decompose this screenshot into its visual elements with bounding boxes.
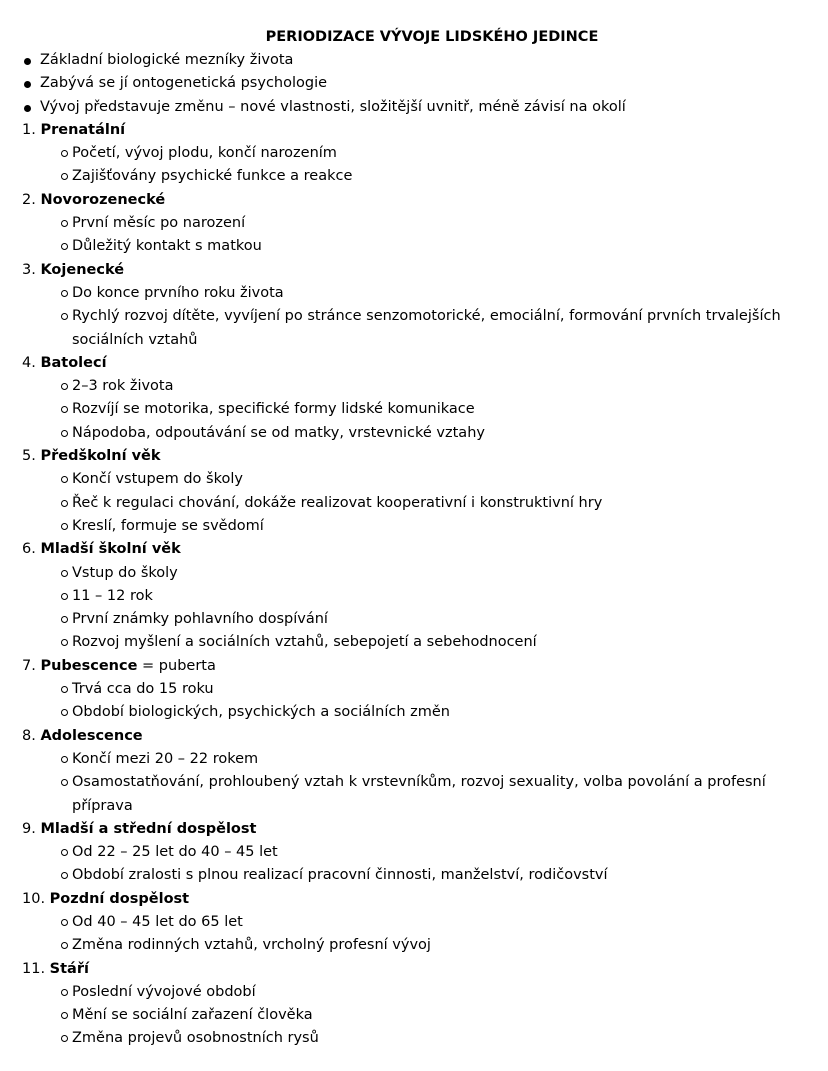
sub-item-list bbox=[22, 282, 812, 352]
circle-bullet-icon bbox=[61, 989, 68, 996]
section bbox=[22, 888, 812, 958]
circle-bullet-icon bbox=[61, 313, 68, 320]
sub-item-list bbox=[22, 562, 812, 655]
sub-item-text: Kreslí, formuje se svědomí bbox=[72, 517, 264, 534]
sub-item-list bbox=[22, 468, 812, 538]
intro-bullet bbox=[22, 49, 812, 72]
sub-item bbox=[22, 422, 812, 445]
circle-bullet-icon bbox=[61, 872, 68, 879]
circle-bullet-icon bbox=[61, 570, 68, 577]
section-title: Kojenecké bbox=[40, 261, 125, 278]
sub-item-text: Rozvíjí se motorika, specifické formy lidské komunikace bbox=[72, 401, 475, 418]
section-number: 5. bbox=[22, 448, 36, 465]
section bbox=[22, 119, 812, 189]
section-title: Novorozenecké bbox=[40, 191, 166, 208]
section-title: Adolescence bbox=[40, 727, 143, 744]
sub-item-text: Trvá cca do 15 roku bbox=[72, 681, 214, 698]
circle-bullet-icon bbox=[61, 756, 68, 763]
sub-item-text: Rychlý rozvoj dítěte, vyvíjení po stránce senzomotorické, emociální, formování prvních trvalejších sociálních vztahů bbox=[72, 308, 781, 348]
sub-item bbox=[22, 771, 812, 818]
sub-item bbox=[22, 235, 812, 258]
sub-item-text: Končí vstupem do školy bbox=[72, 471, 243, 488]
circle-bullet-icon bbox=[61, 616, 68, 623]
circle-bullet-icon bbox=[61, 1012, 68, 1019]
section bbox=[22, 352, 812, 445]
section bbox=[22, 538, 812, 654]
section-number: 3. bbox=[22, 261, 36, 278]
sub-item bbox=[22, 375, 812, 398]
section-heading bbox=[22, 655, 812, 678]
section-number: 11. bbox=[22, 960, 46, 977]
document bbox=[22, 26, 812, 1051]
section bbox=[22, 725, 812, 818]
section-heading bbox=[22, 538, 812, 561]
sub-item-list bbox=[22, 748, 812, 818]
section-title: Pozdní dospělost bbox=[49, 890, 190, 907]
section-number: 9. bbox=[22, 820, 36, 837]
sub-item-text: Období zralosti s plnou realizací pracovní činnosti, manželství, rodičovství bbox=[72, 867, 608, 884]
section-heading bbox=[22, 445, 812, 468]
section-heading bbox=[22, 259, 812, 282]
sub-item bbox=[22, 841, 812, 864]
sub-item-text: Změna projevů osobnostních rysů bbox=[72, 1030, 319, 1047]
sub-item-text: Od 40 – 45 let do 65 let bbox=[72, 913, 243, 930]
intro-bullet bbox=[22, 72, 812, 95]
circle-bullet-icon bbox=[61, 173, 68, 180]
sub-item-text: Důležitý kontakt s matkou bbox=[72, 238, 262, 255]
sub-item-list bbox=[22, 981, 812, 1051]
circle-bullet-icon bbox=[61, 150, 68, 157]
section-heading bbox=[22, 352, 812, 375]
bullet-icon bbox=[24, 105, 31, 112]
intro-bullet-list bbox=[22, 49, 812, 119]
circle-bullet-icon bbox=[61, 500, 68, 507]
section bbox=[22, 655, 812, 725]
sub-item bbox=[22, 468, 812, 491]
intro-bullet-text: Zabývá se jí ontogenetická psychologie bbox=[40, 75, 328, 92]
sub-item bbox=[22, 678, 812, 701]
section bbox=[22, 189, 812, 259]
sub-item-text: První známky pohlavního dospívání bbox=[72, 611, 328, 628]
circle-bullet-icon bbox=[61, 1035, 68, 1042]
sub-item-list bbox=[22, 212, 812, 259]
sub-item-text: Mění se sociální zařazení člověka bbox=[72, 1007, 313, 1024]
sub-item-text: Rozvoj myšlení a sociálních vztahů, sebepojetí a sebehodnocení bbox=[72, 634, 537, 651]
sub-item bbox=[22, 142, 812, 165]
sub-item bbox=[22, 631, 812, 654]
sub-item-list bbox=[22, 911, 812, 958]
section-number: 7. bbox=[22, 657, 36, 674]
section-title: Stáří bbox=[49, 960, 89, 977]
sub-item-list bbox=[22, 375, 812, 445]
circle-bullet-icon bbox=[61, 406, 68, 413]
sub-item-text: Osamostatňování, prohloubený vztah k vrstevníkům, rozvoj sexuality, volba povolání a profesní příprava bbox=[72, 774, 766, 814]
sub-item-list bbox=[22, 678, 812, 725]
circle-bullet-icon bbox=[61, 709, 68, 716]
section-heading bbox=[22, 725, 812, 748]
sub-item bbox=[22, 981, 812, 1004]
sub-item-text: Období biologických, psychických a sociálních změn bbox=[72, 704, 450, 721]
circle-bullet-icon bbox=[61, 430, 68, 437]
sub-item-text: Řeč k regulaci chování, dokáže realizovat kooperativní i konstruktivní hry bbox=[72, 494, 603, 511]
bullet-icon bbox=[24, 58, 31, 65]
section-number: 10. bbox=[22, 890, 46, 907]
circle-bullet-icon bbox=[61, 849, 68, 856]
circle-bullet-icon bbox=[61, 593, 68, 600]
section bbox=[22, 259, 812, 352]
sub-item-text: Početí, vývoj plodu, končí narozením bbox=[72, 145, 337, 162]
section-title: Předškolní věk bbox=[40, 448, 161, 465]
circle-bullet-icon bbox=[61, 476, 68, 483]
intro-bullet-text: Základní biologické mezníky života bbox=[40, 52, 294, 68]
sub-item-text: Poslední vývojové období bbox=[72, 983, 256, 1000]
sub-item bbox=[22, 398, 812, 421]
sub-item bbox=[22, 748, 812, 771]
sub-item-text: Vstup do školy bbox=[72, 564, 178, 581]
section-heading bbox=[22, 119, 812, 142]
sub-item-text: Nápodoba, odpoutávání se od matky, vrstevnické vztahy bbox=[72, 424, 485, 441]
section-title-suffix: = puberta bbox=[137, 657, 216, 674]
section-heading bbox=[22, 958, 812, 981]
section bbox=[22, 958, 812, 1051]
section-number: 2. bbox=[22, 191, 36, 208]
circle-bullet-icon bbox=[61, 220, 68, 227]
sub-item-text: Zajišťovány psychické funkce a reakce bbox=[72, 168, 353, 185]
circle-bullet-icon bbox=[61, 942, 68, 949]
section-title: Prenatální bbox=[40, 121, 126, 138]
section-number: 6. bbox=[22, 541, 36, 558]
sub-item bbox=[22, 492, 812, 515]
section-heading bbox=[22, 189, 812, 212]
sub-item-text: 11 – 12 rok bbox=[72, 587, 153, 604]
circle-bullet-icon bbox=[61, 383, 68, 390]
circle-bullet-icon bbox=[61, 243, 68, 250]
sub-item bbox=[22, 515, 812, 538]
section-title: Mladší a střední dospělost bbox=[40, 820, 257, 837]
sub-item bbox=[22, 282, 812, 305]
section-number: 1. bbox=[22, 121, 36, 138]
section-title: Mladší školní věk bbox=[40, 541, 181, 558]
section bbox=[22, 445, 812, 538]
sub-item bbox=[22, 864, 812, 887]
circle-bullet-icon bbox=[61, 686, 68, 693]
section-number: 4. bbox=[22, 354, 36, 371]
circle-bullet-icon bbox=[61, 639, 68, 646]
sub-item bbox=[22, 165, 812, 188]
circle-bullet-icon bbox=[61, 779, 68, 786]
section-heading bbox=[22, 818, 812, 841]
sub-item bbox=[22, 305, 812, 352]
bullet-icon bbox=[24, 81, 31, 88]
sub-item-text: Změna rodinných vztahů, vrcholný profesní vývoj bbox=[72, 937, 431, 954]
sub-item bbox=[22, 701, 812, 724]
sub-item-text: Od 22 – 25 let do 40 – 45 let bbox=[72, 844, 278, 861]
intro-bullet-text: Vývoj představuje změnu – nové vlastnosti, složitější uvnitř, méně závisí na okolí bbox=[40, 98, 626, 115]
sub-item-list bbox=[22, 841, 812, 888]
section-title: Pubescence bbox=[40, 657, 138, 674]
sub-item-text: Končí mezi 20 – 22 rokem bbox=[72, 750, 259, 767]
sub-item bbox=[22, 212, 812, 235]
sub-item bbox=[22, 1027, 812, 1050]
section-title: Batolecí bbox=[40, 354, 107, 371]
section-number: 8. bbox=[22, 727, 36, 744]
intro-bullet bbox=[22, 96, 812, 119]
circle-bullet-icon bbox=[61, 919, 68, 926]
section-heading bbox=[22, 888, 812, 911]
circle-bullet-icon bbox=[61, 290, 68, 297]
sub-item bbox=[22, 585, 812, 608]
sub-item bbox=[22, 562, 812, 585]
section bbox=[22, 818, 812, 888]
document-title: PERIODIZACE VÝVOJE LIDSKÉHO JEDINCE bbox=[265, 29, 599, 45]
sub-item-list bbox=[22, 142, 812, 189]
sub-item-text: Do konce prvního roku života bbox=[72, 284, 284, 301]
circle-bullet-icon bbox=[61, 523, 68, 530]
sub-item bbox=[22, 911, 812, 934]
sub-item-text: První měsíc po narození bbox=[72, 215, 246, 232]
sub-item bbox=[22, 1004, 812, 1027]
sub-item bbox=[22, 934, 812, 957]
sub-item bbox=[22, 608, 812, 631]
section-list bbox=[22, 119, 812, 1051]
sub-item-text: 2–3 rok života bbox=[72, 378, 174, 395]
